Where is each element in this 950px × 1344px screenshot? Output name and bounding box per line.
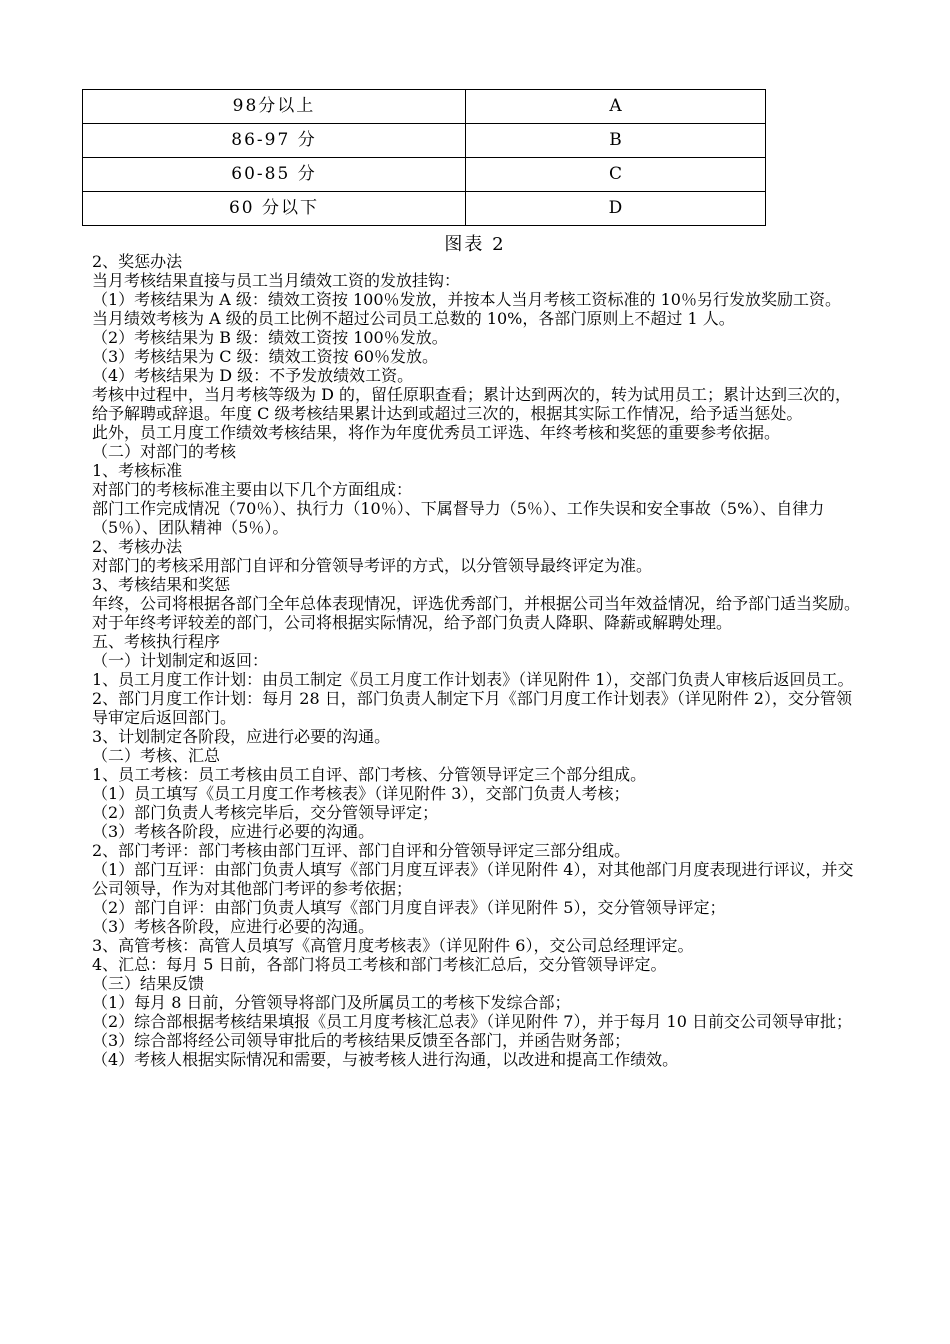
paragraph: 1、员工考核：员工考核由员工自评、部门考核、分管领导评定三个部分组成。 — [92, 765, 647, 784]
section-heading: 1、考核标准 — [92, 461, 183, 480]
table-row — [83, 124, 766, 158]
paragraph: （1）部门互评：由部门负责人填写《部门月度互评表》（详见附件 4），对其他部门月度表现进行评议，并交公司领导，作为对其他部门考评的参考依据； — [92, 860, 854, 898]
section-heading: （二）对部门的考核 — [92, 442, 237, 461]
paragraph: （3）考核各阶段，应进行必要的沟通。 — [92, 822, 375, 841]
paragraph: （2）综合部根据考核结果填报《员工月度考核汇总表》（详见附件 7），并于每月 10 日前交公司领导审批； — [92, 1012, 852, 1031]
paragraph: 4、汇总：每月 5 日前，各部门将员工考核和部门考核汇总后，交分管领导评定。 — [92, 955, 667, 974]
body-text — [92, 252, 860, 1069]
paragraph: （1）每月 8 日前，分管领导将部门及所属员工的考核下发综合部； — [92, 993, 571, 1012]
paragraph: （2）部门负责人考核完毕后，交分管领导评定； — [92, 803, 439, 822]
paragraph: 对部门的考核采用部门自评和分管领导考评的方式，以分管领导最终评定为准。 — [92, 556, 653, 575]
paragraph: 年终，公司将根据各部门全年总体表现情况，评选优秀部门，并根据公司当年效益情况，给予部门适当奖励。 — [92, 594, 861, 613]
grade-cell: C — [466, 158, 766, 192]
table-row — [83, 192, 766, 226]
grade-cell: B — [466, 124, 766, 158]
score-cell: 60-85 分 — [83, 158, 466, 192]
figure-caption: 图表 2 — [444, 234, 506, 255]
table-row — [83, 90, 766, 124]
paragraph: （4）考核人根据实际情况和需要，与被考核人进行沟通，以改进和提高工作绩效。 — [92, 1050, 679, 1069]
paragraph: 对部门的考核标准主要由以下几个方面组成： — [92, 480, 413, 499]
grade-cell: A — [466, 90, 766, 124]
paragraph: （3）考核各阶段，应进行必要的沟通。 — [92, 917, 375, 936]
paragraph: （3）综合部将经公司领导审批后的考核结果反馈至各部门，并函告财务部； — [92, 1031, 631, 1050]
grade-table — [82, 89, 766, 226]
paragraph: （1）考核结果为 A 级：绩效工资按 100％发放，并按本人当月考核工资标准的 10％另行发放奖励工资。 — [92, 290, 841, 309]
paragraph: 2、部门考评：部门考核由部门互评、部门自评和分管领导评定三部分组成。 — [92, 841, 631, 860]
paragraph: 当月考核结果直接与员工当月绩效工资的发放挂钩： — [92, 271, 461, 290]
section-heading: 五、考核执行程序 — [92, 632, 221, 651]
paragraph: 2、部门月度工作计划：每月 28 日，部门负责人制定下月《部门月度工作计划表》（详见附件 2），交分管领导审定后返回部门。 — [92, 689, 852, 727]
score-cell: 86-97 分 — [83, 124, 466, 158]
paragraph: 考核中过程中，当月考核等级为 D 的，留任原职查看；累计达到两次的，转为试用员工；累计达到三次的，给予解聘或辞退。年度 C 级考核结果累计达到或超过三次的，根据其实际工作情况，给予适当惩处。 — [92, 385, 852, 423]
section-heading: （二）考核、汇总 — [92, 746, 221, 765]
paragraph: （4）考核结果为 D 级：不予发放绩效工资。 — [92, 366, 414, 385]
paragraph: 1、员工月度工作计划：由员工制定《员工月度工作计划表》（详见附件 1），交部门负责人审核后返回员工。 — [92, 670, 854, 689]
paragraph: 当月绩效考核为 A 级的员工比例不超过公司员工总数的 10%，各部门原则上不超过 1 人。 — [92, 309, 735, 328]
paragraph: （2）部门自评：由部门负责人填写《部门月度自评表》（详见附件 5），交分管领导评定； — [92, 898, 726, 917]
paragraph: （2）考核结果为 B 级：绩效工资按 100％发放。 — [92, 328, 448, 347]
section-heading: （三）结果反馈 — [92, 974, 205, 993]
paragraph: 此外，员工月度工作绩效考核结果，将作为年度优秀员工评选、年终考核和奖惩的重要参考依据。 — [92, 423, 781, 442]
paragraph: （3）考核结果为 C 级：绩效工资按 60％发放。 — [92, 347, 439, 366]
score-cell: 98分以上 — [83, 90, 466, 124]
paragraph: 3、计划制定各阶段，应进行必要的沟通。 — [92, 727, 391, 746]
section-heading: 2、考核办法 — [92, 537, 183, 556]
grade-cell: D — [466, 192, 766, 226]
section-heading: （一）计划制定和返回： — [92, 651, 269, 670]
table-row — [83, 158, 766, 192]
section-heading: 3、考核结果和奖惩 — [92, 575, 231, 594]
section-heading: 2、奖惩办法 — [92, 252, 183, 271]
paragraph: 对于年终考评较差的部门，公司将根据实际情况，给予部门负责人降职、降薪或解聘处理。 — [92, 613, 733, 632]
paragraph: 3、高管考核：高管人员填写《高管月度考核表》（详见附件 6），交公司总经理评定。 — [92, 936, 694, 955]
score-cell: 60 分以下 — [83, 192, 466, 226]
paragraph: （1）员工填写《员工月度工作考核表》（详见附件 3），交部门负责人考核； — [92, 784, 630, 803]
paragraph: 部门工作完成情况（70％）、执行力（10％）、下属督导力（5％）、工作失误和安全事故（5%）、自律力（5％）、团队精神（5％）。 — [92, 499, 825, 537]
